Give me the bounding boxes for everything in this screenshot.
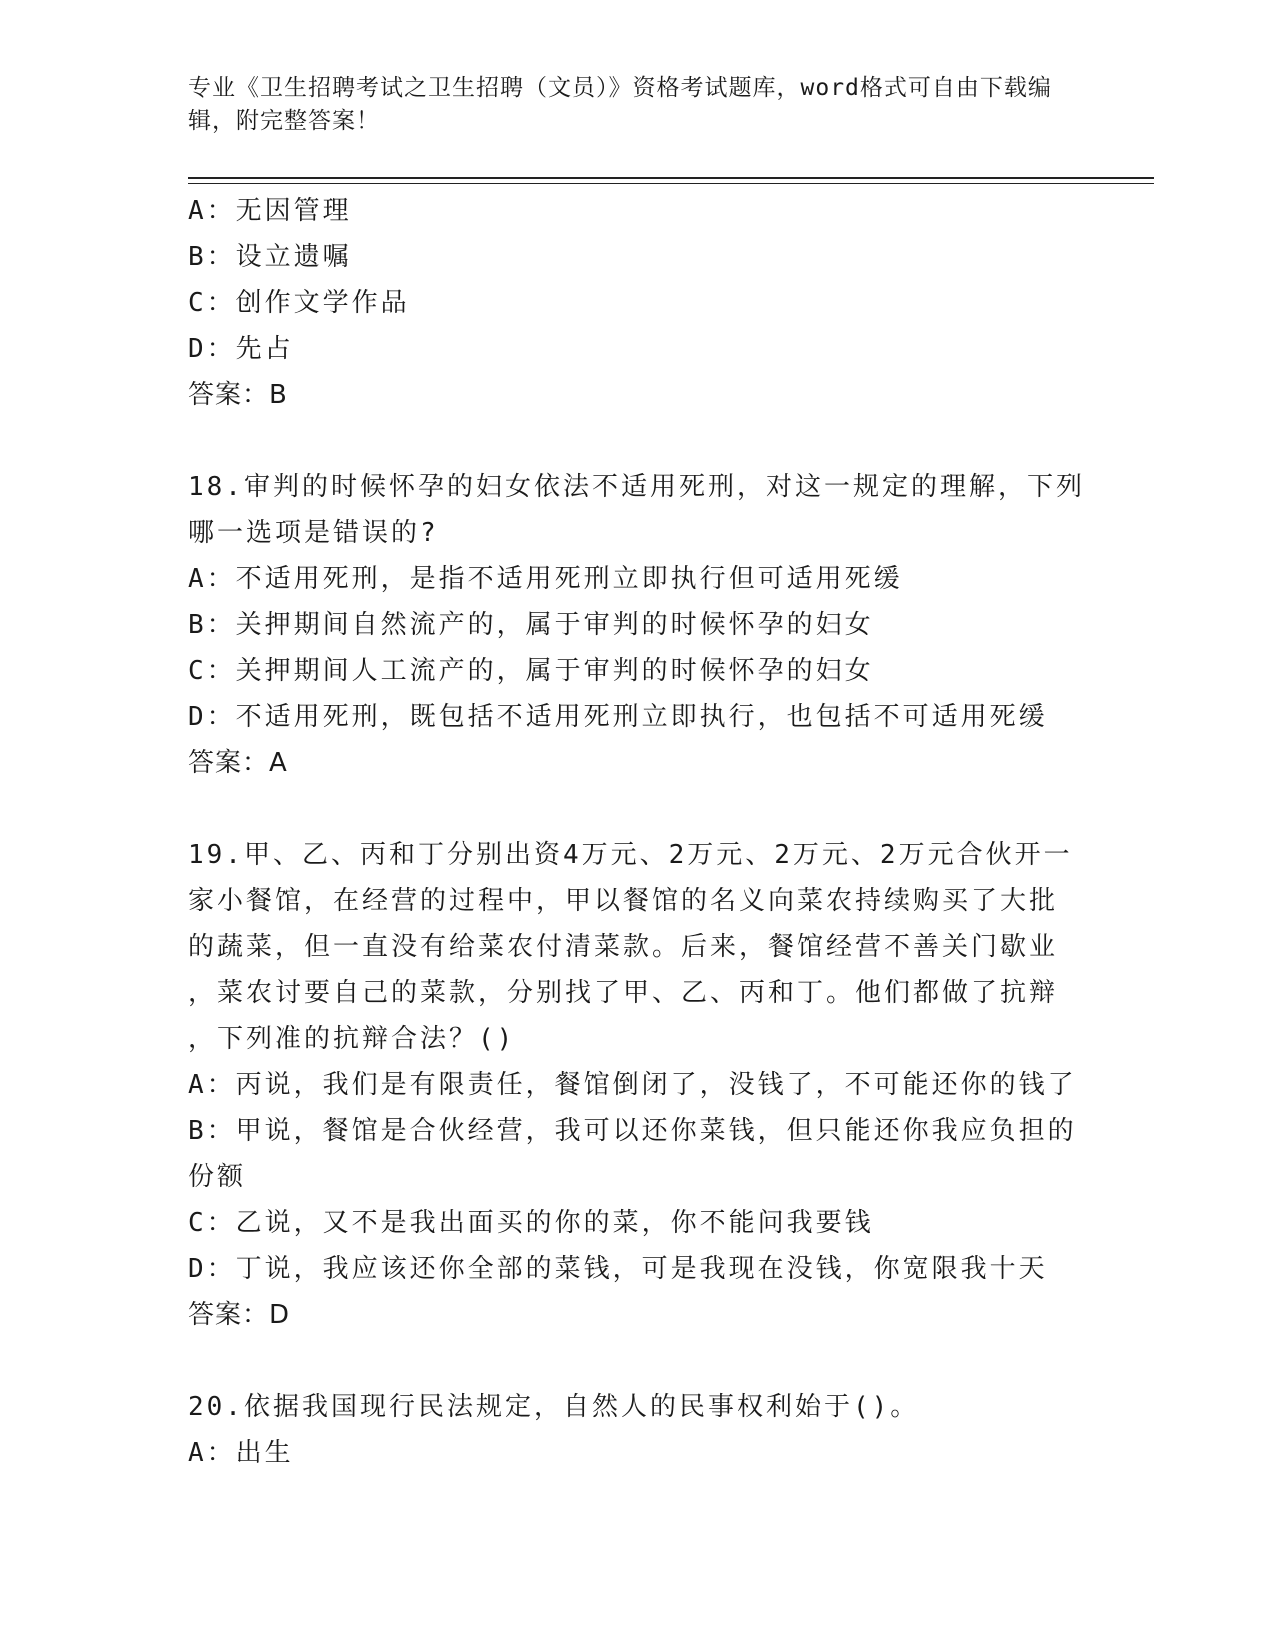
option-a: A：不适用死刑，是指不适用死刑立即执行但可适用死缓	[188, 564, 903, 594]
spacer	[188, 786, 1088, 832]
option-b: B：关押期间自然流产的，属于审判的时候怀孕的妇女	[188, 610, 874, 640]
option-d: D：先占	[188, 334, 294, 364]
option-b: B：甲说，餐馆是合伙经营，我可以还你菜钱，但只能还你我应负担的	[188, 1116, 1077, 1146]
option-a: A：出生	[188, 1438, 294, 1468]
document-header: 专业《卫生招聘考试之卫生招聘（文员）》资格考试题库，word格式可自由下载编辑，附完整答案！	[188, 75, 1052, 134]
option-c: C：乙说，又不是我出面买的你的菜，你不能问我要钱	[188, 1208, 874, 1238]
answer-label: 答案：A	[188, 748, 288, 778]
header-rule-thin	[188, 183, 1154, 184]
question-19-stem: 19.甲、乙、丙和丁分别出资4万元、2万元、2万元、2万元合伙开一	[188, 840, 1073, 870]
spacer	[188, 418, 1088, 464]
option-c: C：创作文学作品	[188, 288, 410, 318]
option-d: D：不适用死刑，既包括不适用死刑立即执行，也包括不可适用死缓	[188, 702, 1048, 732]
question-content	[188, 188, 1088, 1476]
option-a: A：无因管理	[188, 196, 352, 226]
question-19-stem-cont: 的蔬菜，但一直没有给菜农付清菜款。后来，餐馆经营不善关门歇业	[188, 932, 1059, 962]
question-19-stem-cont: 家小餐馆，在经营的过程中，甲以餐馆的名义向菜农持续购买了大批	[188, 886, 1059, 916]
answer-label: 答案：B	[188, 380, 288, 410]
option-b: B：设立遗嘱	[188, 242, 352, 272]
question-19-stem-cont: ，菜农讨要自己的菜款，分别找了甲、乙、丙和丁。他们都做了抗辩	[188, 978, 1059, 1008]
option-c: C：关押期间人工流产的，属于审判的时候怀孕的妇女	[188, 656, 874, 686]
header-rule-thick	[188, 177, 1154, 179]
question-19-stem-cont: ，下列准的抗辩合法？()	[188, 1024, 516, 1054]
question-18-stem-cont: 哪一选项是错误的?	[188, 518, 439, 548]
option-b-cont: 份额	[188, 1162, 247, 1192]
question-18-stem: 18.审判的时候怀孕的妇女依法不适用死刑，对这一规定的理解，下列	[188, 472, 1085, 502]
option-d: D：丁说，我应该还你全部的菜钱，可是我现在没钱，你宽限我十天	[188, 1254, 1048, 1284]
question-20-stem: 20.依据我国现行民法规定，自然人的民事权利始于()。	[188, 1392, 920, 1422]
option-a: A：丙说，我们是有限责任，餐馆倒闭了，没钱了，不可能还你的钱了	[188, 1070, 1077, 1100]
answer-label: 答案：D	[188, 1300, 291, 1330]
spacer	[188, 1338, 1088, 1384]
